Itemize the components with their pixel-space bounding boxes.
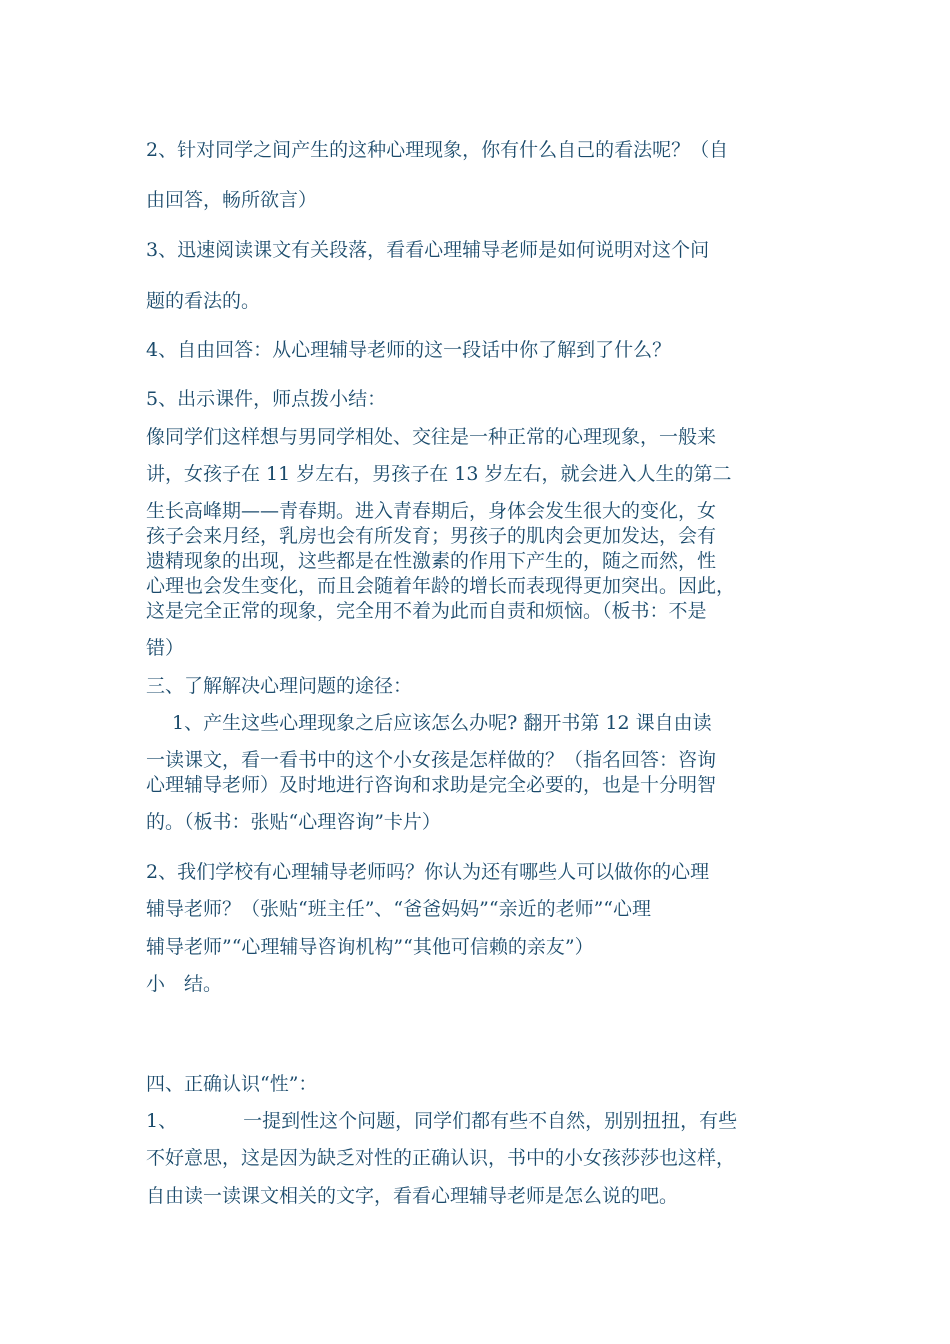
line-18: 心理辅导老师）及时地进行咨询和求助是完全必要的，也是十分明智 <box>146 774 717 796</box>
line-4: 题的看法的。 <box>146 290 261 312</box>
line-6: 5、出示课件，师点拨小结： <box>146 388 387 410</box>
line-13: 这是完全正常的现象，完全用不着为此而自责和烦恼。（板书：不是 <box>146 600 707 622</box>
line-11: 遗精现象的出现，这些都是在性激素的作用下产生的，随之而然，性 <box>146 550 717 572</box>
line-2: 由回答，畅所欲言） <box>146 189 318 211</box>
line-8: 讲，女孩子在 11 岁左右，男孩子在 13 岁左右，就会进入人生的第二 <box>146 463 732 485</box>
line-10: 孩子会来月经，乳房也会有所发育；男孩子的肌肉会更加发达，会有 <box>146 525 717 547</box>
line-7: 像同学们这样想与男同学相处、交往是一种正常的心理现象，一般来 <box>146 426 717 448</box>
line-1: 2、针对同学之间产生的这种心理现象，你有什么自己的看法呢？（自 <box>146 139 729 161</box>
line-26: 不好意思，这是因为缺乏对性的正确认识，书中的小女孩莎莎也这样， <box>146 1147 736 1169</box>
line-14: 错） <box>146 637 185 659</box>
item-text: 一提到性这个问题，同学们都有些不自然，别别扭扭，有些 <box>243 1110 738 1132</box>
line-21: 辅导老师？（张贴“班主任”、“爸爸妈妈”“亲近的老师”“心理 <box>146 898 651 920</box>
line-25 <box>146 1108 737 1134</box>
line-16: 1、产生这些心理现象之后应该怎么办呢? 翻开书第 12 课自由读 <box>172 712 712 734</box>
line-19: 的。（板书：张贴“心理咨询”卡片） <box>146 811 441 833</box>
section-3-heading: 三、了解解决心理问题的途径： <box>146 675 413 697</box>
line-20: 2、我们学校有心理辅导老师吗？你认为还有哪些人可以做你的心理 <box>146 861 710 883</box>
item-number: 1、 <box>146 1110 178 1132</box>
line-27: 自由读一读课文相关的文字，看看心理辅导老师是怎么说的吧。 <box>146 1185 679 1207</box>
line-3: 3、迅速阅读课文有关段落，看看心理辅导老师是如何说明对这个问 <box>146 239 710 261</box>
line-9: 生长高峰期——青春期。进入青春期后，身体会发生很大的变化，女 <box>146 500 717 522</box>
section-4-heading: 四、正确认识“性”： <box>146 1073 318 1095</box>
line-5: 4、自由回答：从心理辅导老师的这一段话中你了解到了什么？ <box>146 339 672 361</box>
line-12: 心理也会发生变化，而且会随着年龄的增长而表现得更加突出。因此， <box>146 575 736 597</box>
summary-label: 小 结。 <box>146 973 223 995</box>
line-17: 一读课文，看一看书中的这个小女孩是怎样做的？（指名回答：咨询 <box>146 749 717 771</box>
line-22: 辅导老师”“心理辅导咨询机构”“其他可信赖的亲友”） <box>146 936 594 958</box>
